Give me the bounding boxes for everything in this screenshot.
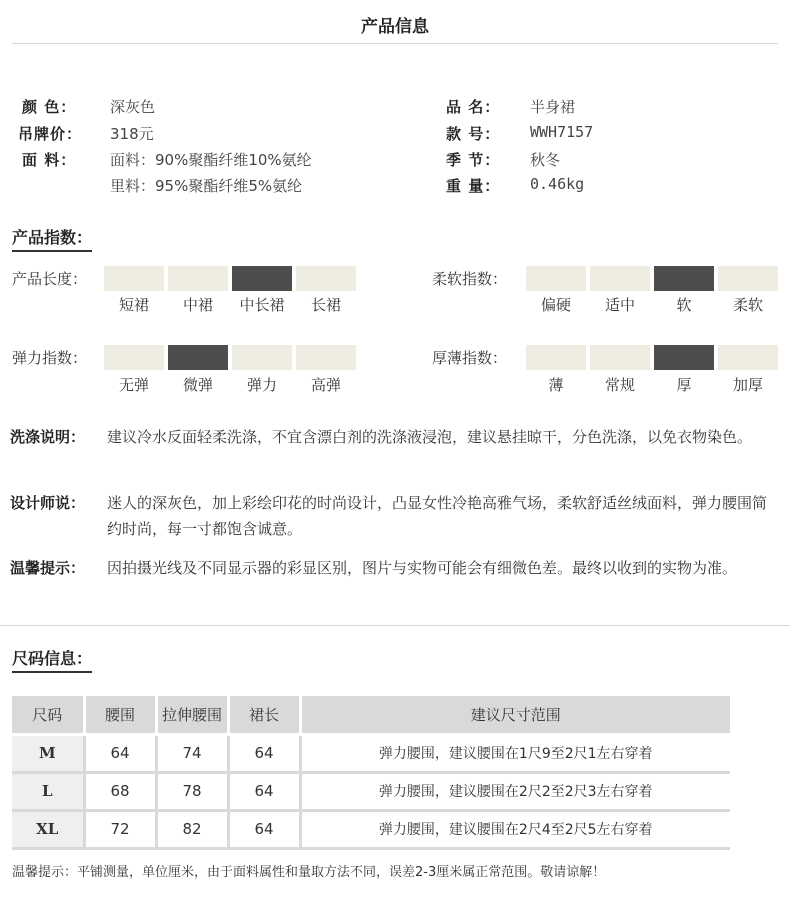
index-bar — [654, 345, 714, 370]
index-bar — [104, 266, 164, 291]
attr-value: 0.46kg — [530, 175, 585, 193]
index-option: 长裙 — [310, 296, 341, 314]
top-divider — [12, 43, 778, 44]
attr-label: 吊牌价： — [18, 125, 83, 143]
skirt-length-cell: 64 — [228, 810, 300, 848]
index-option: 厚 — [676, 376, 692, 394]
attr-value: 秋冬 — [530, 151, 561, 169]
recommendation-cell: 弹力腰围，建议腰围在2尺4至2尺5左右穿着 — [300, 810, 730, 848]
index-bar — [654, 266, 714, 291]
index-bar — [590, 345, 650, 370]
index-label-elasticity: 弹力指数： — [12, 349, 88, 367]
index-option: 短裙 — [118, 296, 149, 314]
waist-cell: 72 — [84, 810, 156, 848]
index-option: 中裙 — [182, 296, 213, 314]
index-bar — [296, 345, 356, 370]
index-option: 软 — [676, 296, 692, 314]
index-option: 无弹 — [118, 376, 149, 394]
index-label-length: 产品长度： — [12, 270, 88, 288]
attr-value: 深灰色 — [110, 98, 156, 116]
waist-cell: 68 — [84, 772, 156, 810]
index-bar — [296, 266, 356, 291]
index-option: 弹力 — [246, 376, 277, 394]
wash-instructions — [10, 424, 785, 478]
page-title: 产品信息 — [361, 17, 429, 37]
section-divider — [0, 625, 790, 626]
attr-label: 重 量： — [446, 177, 501, 195]
size-cell: L — [12, 772, 84, 810]
attr-label: 款 号： — [446, 125, 501, 143]
size-table-header — [12, 696, 730, 734]
attr-value: 里料：95%聚酯纤维5%氨纶 — [110, 177, 303, 195]
attr-value: 半身裙 — [530, 98, 576, 116]
waist-cell: 64 — [84, 734, 156, 772]
index-heading: 产品指数： — [12, 225, 92, 252]
index-label-softness: 柔软指数： — [432, 270, 508, 288]
index-label-thickness: 厚薄指数： — [432, 349, 508, 367]
recommendation-cell: 弹力腰围，建议腰围在2尺2至2尺3左右穿着 — [300, 772, 730, 810]
table-row — [12, 734, 730, 772]
para-text: 建议冷水反面轻柔洗涤，不宜含漂白剂的洗涤液浸泡，建议悬挂晾干，分色洗涤，以免衣物染色。 — [107, 428, 753, 446]
stretch-waist-cell: 78 — [156, 772, 228, 810]
col-header: 拉伸腰围 — [156, 696, 228, 734]
attr-value: 面料：90%聚酯纤维10%氨纶 — [110, 151, 312, 169]
index-bar — [104, 345, 164, 370]
attr-label: 品 名： — [446, 98, 501, 116]
col-header: 腰围 — [84, 696, 156, 734]
index-bar — [168, 345, 228, 370]
index-bar — [526, 345, 586, 370]
recommendation-cell: 弹力腰围，建议腰围在1尺9至2尺1左右穿着 — [300, 734, 730, 772]
size-table — [12, 696, 730, 850]
index-option: 微弹 — [182, 376, 213, 394]
index-bar — [718, 266, 778, 291]
size-cell: XL — [12, 810, 84, 848]
index-option: 中长裙 — [239, 296, 285, 314]
attr-label: 面 料： — [22, 151, 77, 169]
size-cell: M — [12, 734, 84, 772]
para-label: 洗涤说明： — [10, 428, 86, 446]
index-bar — [526, 266, 586, 291]
index-bar — [232, 266, 292, 291]
warm-reminder — [10, 555, 785, 609]
index-bar — [590, 266, 650, 291]
skirt-length-cell: 64 — [228, 772, 300, 810]
size-heading: 尺码信息： — [12, 646, 92, 673]
attr-label: 颜 色： — [22, 98, 77, 116]
index-bar — [168, 266, 228, 291]
stretch-waist-cell: 74 — [156, 734, 228, 772]
para-label: 温馨提示： — [10, 559, 86, 577]
para-label: 设计师说： — [10, 494, 86, 512]
index-option: 高弹 — [310, 376, 341, 394]
attr-value: WWH7157 — [530, 123, 594, 141]
index-bar — [718, 345, 778, 370]
index-option: 加厚 — [732, 376, 763, 394]
index-option: 柔软 — [732, 296, 763, 314]
table-row — [12, 772, 730, 810]
para-text: 因拍摄光线及不同显示器的彩显区别，图片与实物可能会有细微色差。最终以收到的实物为准。 — [107, 559, 738, 577]
index-option: 适中 — [604, 296, 635, 314]
attr-label: 季 节： — [446, 151, 501, 169]
designer-note — [10, 490, 785, 544]
index-option: 偏硬 — [540, 296, 571, 314]
skirt-length-cell: 64 — [228, 734, 300, 772]
index-bar — [232, 345, 292, 370]
col-header: 裙长 — [228, 696, 300, 734]
para-text: 迷人的深灰色，加上彩绘印花的时尚设计，凸显女性冷艳高雅气场，柔软舒适丝绒面料，弹力腰围简约时尚，每一寸都饱含诚意。 — [107, 494, 768, 538]
col-header: 尺码 — [12, 696, 84, 734]
stretch-waist-cell: 82 — [156, 810, 228, 848]
index-option: 常规 — [604, 376, 635, 394]
footnote: 温馨提示：平铺测量，单位厘米，由于面料属性和量取方法不同，误差2-3厘米属正常范围。敬请谅解！ — [12, 865, 606, 880]
index-option: 薄 — [548, 376, 564, 394]
attr-value: 318元 — [110, 125, 154, 143]
col-header: 建议尺寸范围 — [300, 696, 730, 734]
table-row — [12, 810, 730, 848]
